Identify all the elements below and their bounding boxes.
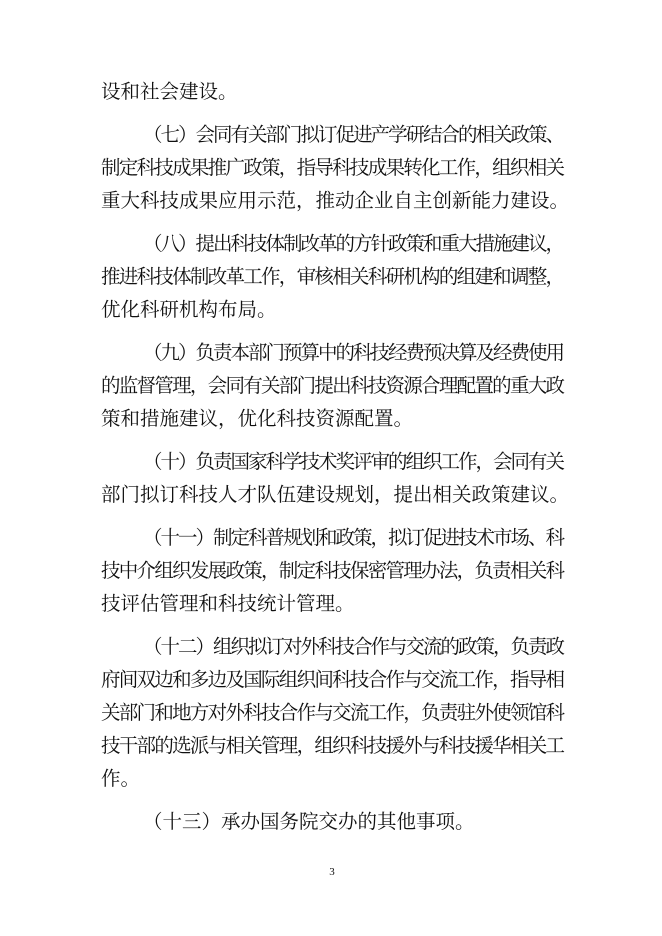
text-line: （十三）承办国务院交办的其他事项。 [143,810,475,833]
text-line: 技中介组织发展政策，制定科技保密管理办法，负责相关科 [101,559,564,582]
text-line: （九）负责本部门预算中的科技经费预决算及经费使用 [143,341,564,364]
text-line: 设和社会建设。 [101,80,238,103]
text-line: 技干部的选派与相关管理，组织科技援外与科技援华相关工 [101,734,564,757]
text-line: 作。 [101,767,141,790]
text-line: 的监督管理，会同有关部门提出科技资源合理配置的重大政 [101,374,564,397]
text-line: 制定科技成果推广政策，指导科技成果转化工作，组织相关 [101,156,564,179]
text-line: （十）负责国家科学技术奖评审的组织工作，会同有关 [143,450,564,473]
page-number: 3 [329,866,335,878]
text-line: 重大科技成果应用示范，推动企业自主创新能力建设。 [101,189,570,212]
text-line: 技评估管理和科技统计管理。 [101,592,355,615]
text-line: 部门拟订科技人才队伍建设规划，提出相关政策建议。 [101,483,570,506]
text-line: （八）提出科技体制改革的方针政策和重大措施建议， [143,232,564,255]
text-line: （十二）组织拟订对外科技合作与交流的政策，负责政 [143,635,564,658]
text-line: 推进科技体制改革工作，审核相关科研机构的组建和调整， [101,265,564,288]
text-line: （十一）制定科普规划和政策，拟订促进技术市场、科 [143,526,564,549]
text-line: 策和措施建议，优化科技资源配置。 [101,407,414,430]
text-line: 优化科研机构布局。 [101,298,277,321]
text-line: 府间双边和多边及国际组织间科技合作与交流工作，指导相 [101,668,564,691]
text-line: 关部门和地方对外科技合作与交流工作，负责驻外使领馆科 [101,701,564,724]
text-line: （七）会同有关部门拟订促进产学研结合的相关政策、 [143,123,564,146]
